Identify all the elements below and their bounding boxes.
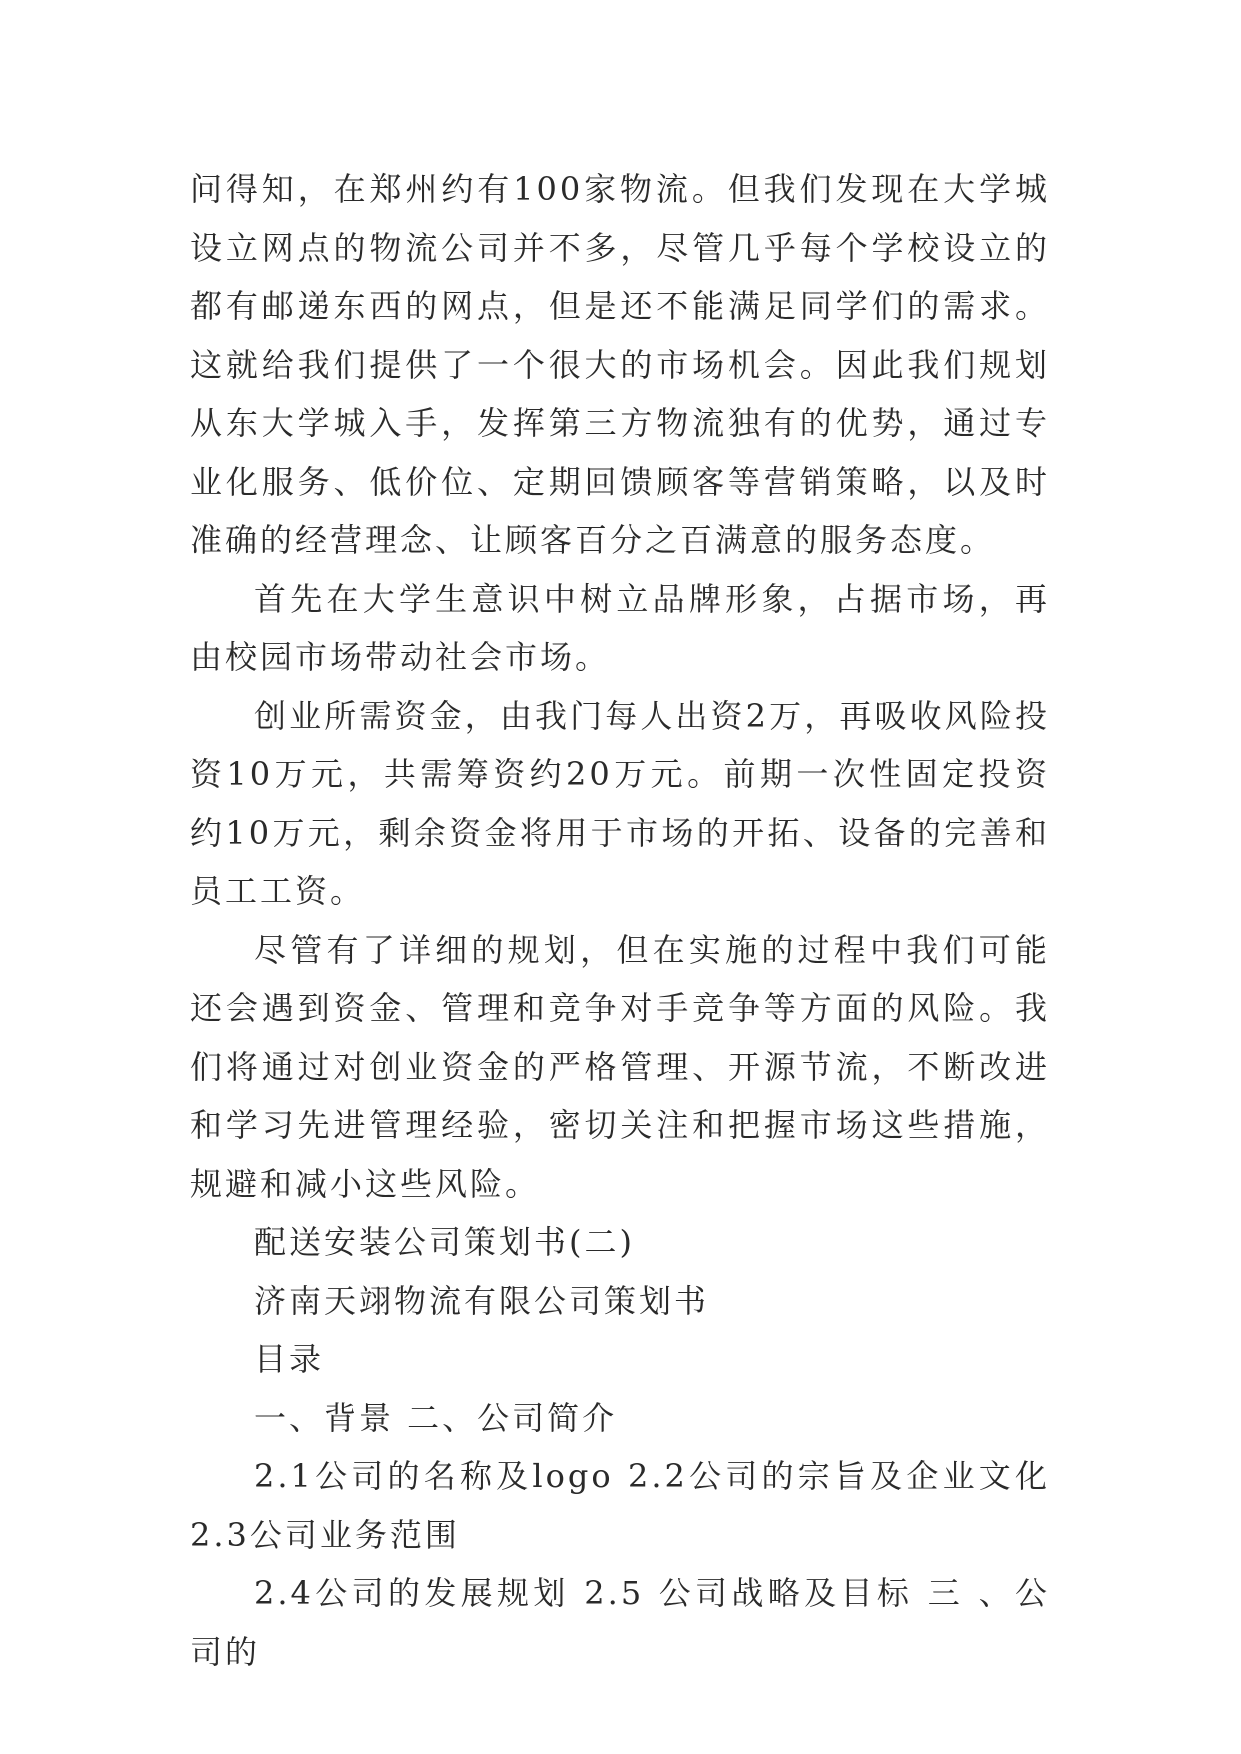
toc-entry-sections: 一、背景 二、公司简介 [254,1398,618,1437]
document-title: 济南天翊物流有限公司策划书 [254,1281,710,1320]
paragraph-startup-funding: 创业所需资金，由我门每人出资2万，再吸收风险投资10万元，共需筹资约20万元。前期一次性固定投资约10万元，剩余资金将用于市场的开拓、设备的完善和员工工资。 [190,696,1050,910]
toc-heading: 目录 [254,1340,325,1378]
toc-entry-subsections-b: 2.4公司的发展规划 2.5 公司战略及目标 三 、公司的 [190,1574,1050,1671]
document-body [190,160,1050,1681]
toc-entry-subsections-a: 2.1公司的名称及logo 2.2公司的宗旨及企业文化 2.3公司业务范围 [190,1457,1050,1554]
paragraph-risk-management: 尽管有了详细的规划，但在实施的过程中我们可能还会遇到资金、管理和竞争对手竞争等方面的风险。我们将通过对创业资金的严格管理、开源节流，不断改进和学习先进管理经验，密切关注和把握市场这些措施，规避和减小这些风险。 [190,930,1050,1203]
section-heading-plan-two: 配送安装公司策划书(二) [254,1223,635,1261]
paragraph-market-opportunity: 问得知，在郑州约有100家物流。但我们发现在大学城设立网点的物流公司并不多，尽管几乎每个学校设立的都有邮递东西的网点，但是还不能满足同学们的需求。这就给我们提供了一个很大的市场机会。因此我们规划从东大学城入手，发挥第三方物流独有的优势，通过专业化服务、低价位、定期回馈顾客等营销策略，以及时准确的经营理念、让顾客百分之百满意的服务态度。 [190,170,1050,559]
paragraph-brand-image: 首先在大学生意识中树立品牌形象，占据市场，再由校园市场带动社会市场。 [190,579,1050,676]
